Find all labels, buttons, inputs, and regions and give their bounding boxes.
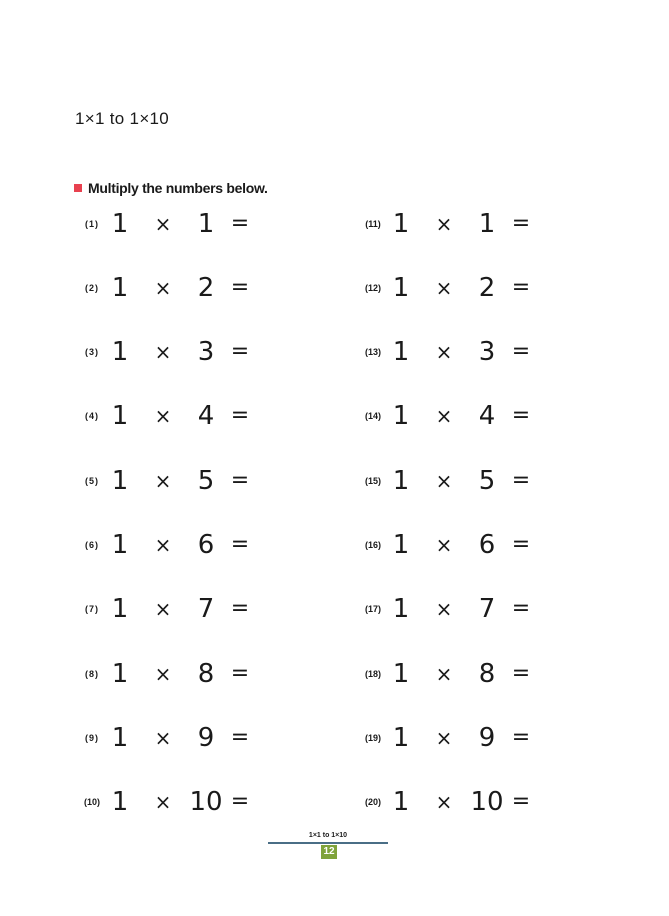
first-operand: 1 xyxy=(111,530,129,560)
problem-label: (13) xyxy=(364,347,381,357)
equals-sign: = xyxy=(511,403,531,428)
multiply-sign: × xyxy=(435,212,453,236)
equals-sign: = xyxy=(230,403,250,428)
first-operand: 1 xyxy=(392,466,410,496)
first-operand: 1 xyxy=(392,209,410,239)
first-operand: 1 xyxy=(111,209,129,239)
problem-label: (11) xyxy=(365,219,381,229)
equals-sign: = xyxy=(511,211,531,236)
second-operand: 10 xyxy=(470,787,504,817)
second-operand: 6 xyxy=(478,530,496,560)
multiply-sign: × xyxy=(154,212,172,236)
multiply-sign: × xyxy=(435,726,453,750)
problem-3 xyxy=(85,337,393,367)
multiply-sign: × xyxy=(435,533,453,557)
page-title: 1×1 to 1×10 xyxy=(75,109,170,128)
problem-6 xyxy=(85,530,393,560)
problem-11 xyxy=(365,209,669,239)
multiply-sign: × xyxy=(435,404,453,428)
problem-19 xyxy=(364,723,669,753)
equals-sign: = xyxy=(230,789,250,814)
problem-4 xyxy=(85,401,393,431)
multiply-sign: × xyxy=(154,597,172,621)
multiply-sign: × xyxy=(435,469,453,493)
multiply-sign: × xyxy=(435,276,453,300)
second-operand: 9 xyxy=(197,723,215,753)
first-operand: 1 xyxy=(392,337,410,367)
equals-sign: = xyxy=(230,725,250,750)
multiply-sign: × xyxy=(435,340,453,364)
problem-label: (16) xyxy=(364,540,381,550)
equals-sign: = xyxy=(230,596,250,621)
instruction-text: Multiply the numbers below. xyxy=(88,180,268,196)
multiply-sign: × xyxy=(435,790,453,814)
second-operand: 4 xyxy=(478,401,496,431)
second-operand: 3 xyxy=(197,337,215,367)
second-operand: 5 xyxy=(478,466,496,496)
problem-8 xyxy=(85,659,393,689)
first-operand: 1 xyxy=(392,530,410,560)
problem-label: (9) xyxy=(85,733,99,743)
second-operand: 10 xyxy=(189,787,223,817)
problem-label: (6) xyxy=(85,540,99,550)
problem-label: (17) xyxy=(364,604,381,614)
first-operand: 1 xyxy=(392,594,410,624)
equals-sign: = xyxy=(230,661,250,686)
problem-label: (1) xyxy=(85,219,99,229)
equals-sign: = xyxy=(230,468,250,493)
second-operand: 7 xyxy=(478,594,496,624)
first-operand: 1 xyxy=(111,466,129,496)
second-operand: 8 xyxy=(197,659,215,689)
problem-label: (12) xyxy=(364,283,381,293)
equals-sign: = xyxy=(230,275,250,300)
multiply-sign: × xyxy=(154,726,172,750)
first-operand: 1 xyxy=(392,401,410,431)
footer-divider xyxy=(268,842,388,844)
second-operand: 2 xyxy=(197,273,215,303)
problem-17 xyxy=(364,594,669,624)
problem-5 xyxy=(85,466,393,496)
problem-9 xyxy=(85,723,393,753)
multiply-sign: × xyxy=(435,597,453,621)
second-operand: 5 xyxy=(197,466,215,496)
first-operand: 1 xyxy=(392,659,410,689)
square-bullet-icon xyxy=(74,184,82,192)
equals-sign: = xyxy=(511,596,531,621)
problem-15 xyxy=(364,466,669,496)
second-operand: 9 xyxy=(478,723,496,753)
second-operand: 2 xyxy=(478,273,496,303)
equals-sign: = xyxy=(230,339,250,364)
equals-sign: = xyxy=(230,532,250,557)
equals-sign: = xyxy=(511,789,531,814)
problem-label: (20) xyxy=(364,797,381,807)
equals-sign: = xyxy=(511,725,531,750)
multiply-sign: × xyxy=(154,276,172,300)
equals-sign: = xyxy=(511,468,531,493)
equals-sign: = xyxy=(511,275,531,300)
multiply-sign: × xyxy=(154,790,172,814)
problem-label: (18) xyxy=(364,669,381,679)
equals-sign: = xyxy=(230,211,250,236)
multiply-sign: × xyxy=(154,404,172,428)
first-operand: 1 xyxy=(392,273,410,303)
second-operand: 1 xyxy=(197,209,215,239)
problem-label: (10) xyxy=(83,797,100,807)
problem-label: (2) xyxy=(85,283,99,293)
page-number-badge: 12 xyxy=(321,845,337,859)
second-operand: 7 xyxy=(197,594,215,624)
problem-label: (3) xyxy=(85,347,99,357)
first-operand: 1 xyxy=(111,723,129,753)
problem-label: (5) xyxy=(85,476,99,486)
multiply-sign: × xyxy=(154,469,172,493)
problem-label: (15) xyxy=(364,476,381,486)
problem-7 xyxy=(85,594,393,624)
second-operand: 4 xyxy=(197,401,215,431)
equals-sign: = xyxy=(511,532,531,557)
problem-14 xyxy=(364,401,669,431)
multiply-sign: × xyxy=(435,662,453,686)
problem-label: (8) xyxy=(85,669,99,679)
multiply-sign: × xyxy=(154,662,172,686)
first-operand: 1 xyxy=(392,787,410,817)
multiply-sign: × xyxy=(154,340,172,364)
first-operand: 1 xyxy=(111,787,129,817)
problem-label: (4) xyxy=(85,411,99,421)
problem-label: (7) xyxy=(85,604,99,614)
problem-1 xyxy=(85,209,393,239)
second-operand: 3 xyxy=(478,337,496,367)
equals-sign: = xyxy=(511,661,531,686)
problem-label: (19) xyxy=(364,733,381,743)
problem-10 xyxy=(83,787,393,817)
equals-sign: = xyxy=(511,339,531,364)
problem-16 xyxy=(364,530,669,560)
footer-title: 1×1 to 1×10 xyxy=(308,832,348,839)
multiply-sign: × xyxy=(154,533,172,557)
instruction xyxy=(74,180,268,196)
second-operand: 8 xyxy=(478,659,496,689)
problem-label: (14) xyxy=(364,411,381,421)
problem-12 xyxy=(364,273,669,303)
first-operand: 1 xyxy=(111,594,129,624)
second-operand: 1 xyxy=(478,209,496,239)
first-operand: 1 xyxy=(392,723,410,753)
problem-20 xyxy=(364,787,669,817)
problem-18 xyxy=(364,659,669,689)
problem-13 xyxy=(364,337,669,367)
first-operand: 1 xyxy=(111,273,129,303)
first-operand: 1 xyxy=(111,337,129,367)
second-operand: 6 xyxy=(197,530,215,560)
first-operand: 1 xyxy=(111,659,129,689)
first-operand: 1 xyxy=(111,401,129,431)
problem-2 xyxy=(85,273,393,303)
